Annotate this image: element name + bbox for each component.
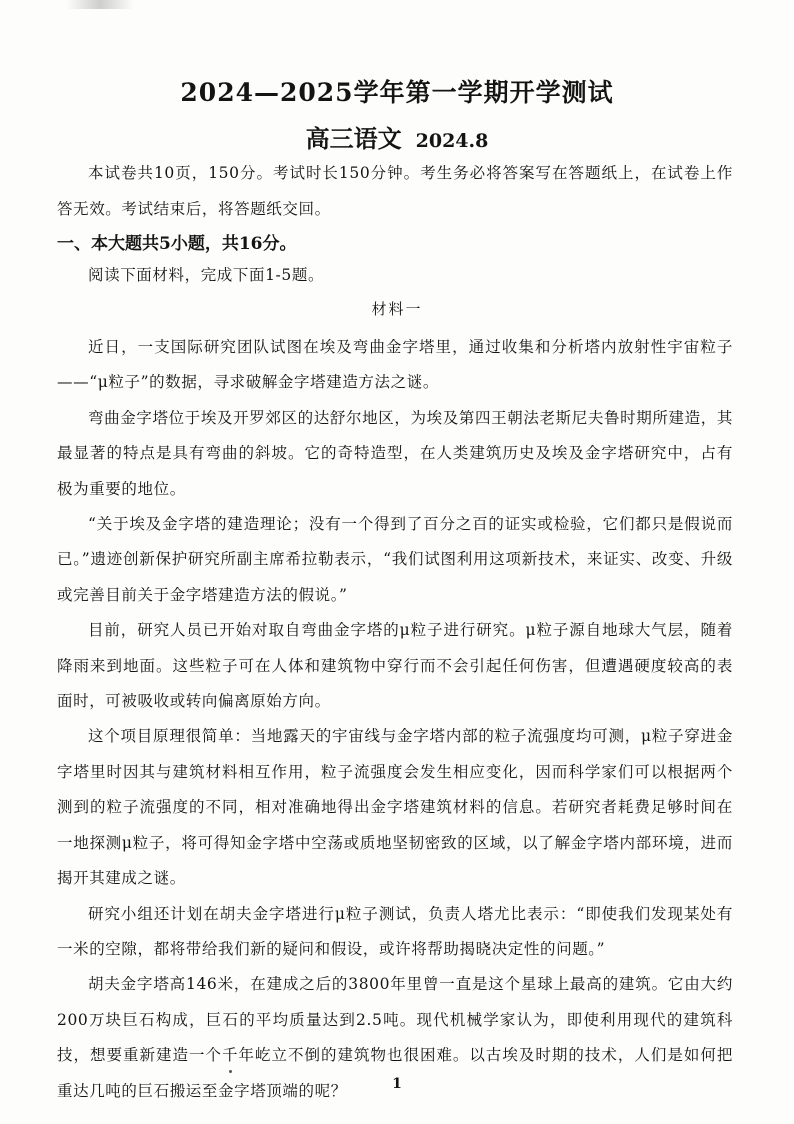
material-title: 材料一: [371, 300, 423, 318]
material-body: [57, 330, 733, 1109]
page-number: 1: [392, 1076, 402, 1092]
exam-date: 2024.8: [415, 130, 489, 152]
intro-paragraph: 本试卷共10页，150分。考试时长150分钟。考生务必将答案写在答题纸上，在试卷上作答无效。考试结束后，将答题纸交回。: [57, 164, 733, 218]
exam-instructions: [57, 156, 733, 227]
paragraph: 胡夫金字塔高146米，在建成之后的3800年里曾一直是这个星球上最高的建筑。它由大约200万块巨石构成，巨石的平均质量达到2.5吨。现代机械学家认为，即使利用现代的建筑科技，想要重新建造一个千年屹立不倒的建筑物也很困难。以古埃及时期的技术，人们是如何把重达几吨的巨石搬运至金字塔顶端的呢？: [57, 975, 733, 1100]
paragraph: “关于埃及金字塔的建造理论；没有一个得到了百分之百的证实或检验，它们都只是假说而已。”遗迹创新保护研究所副主席希拉勒表示，“我们试图利用这项新技术，来证实、改变、升级或完善目前关于金字塔建造方法的假说。”: [57, 515, 733, 604]
exam-title: 2024—2025学年第一学期开学测试: [180, 78, 614, 107]
paragraph: 弯曲金字塔位于埃及开罗郊区的达舒尔地区，为埃及第四王朝法老斯尼夫鲁时期所建造，其最显著的特点是具有弯曲的斜坡。它的奇特造型，在人类建筑历史及埃及金字塔研究中，占有极为重要的地位。: [57, 408, 733, 498]
scan-smudge: [66, 0, 134, 9]
subject-label: 高三语文: [305, 124, 402, 153]
paragraph: 目前，研究人员已开始对取自弯曲金字塔的μ粒子进行研究。μ粒子源自地球大气层，随着降雨来到地面。这些粒子可在人体和建筑物中穿行而不会引起任何伤害，但遭遇硬度较高的表面时，可被吸收或转向偏离原始方向。: [57, 621, 733, 711]
scan-speck: [229, 1070, 232, 1073]
section-heading: 一、本大题共5小题，共16分。: [57, 234, 297, 254]
paragraph: 研究小组还计划在胡夫金字塔进行μ粒子测试，负责人塔尤比表示：“即使我们发现某处有一米的空隙，都将带给我们新的疑问和假设，或许将帮助揭晓决定性的问题。”: [57, 904, 733, 958]
exam-subtitle: [0, 119, 794, 154]
reading-instruction: 阅读下面材料，完成下面1-5题。: [88, 266, 325, 284]
paragraph: 近日，一支国际研究团队试图在埃及弯曲金字塔里，通过收集和分析塔内放射性宇宙粒子——“μ粒子”的数据，寻求破解金字塔建造方法之谜。: [57, 338, 733, 392]
paragraph: 这个项目原理很简单：当地露天的宇宙线与金字塔内部的粒子流强度均可测，μ粒子穿进金字塔里时因其与建筑材料相互作用，粒子流强度会发生相应变化，因而科学家们可以根据两个测到的粒子流强度的不同，相对准确地得出金字塔建筑材料的信息。若研究者耗费足够时间在一地探测μ粒子，将可得知金字塔中空荡或质地坚韧密致的区域，以了解金字塔内部环境，进而揭开其建成之谜。: [57, 727, 733, 888]
